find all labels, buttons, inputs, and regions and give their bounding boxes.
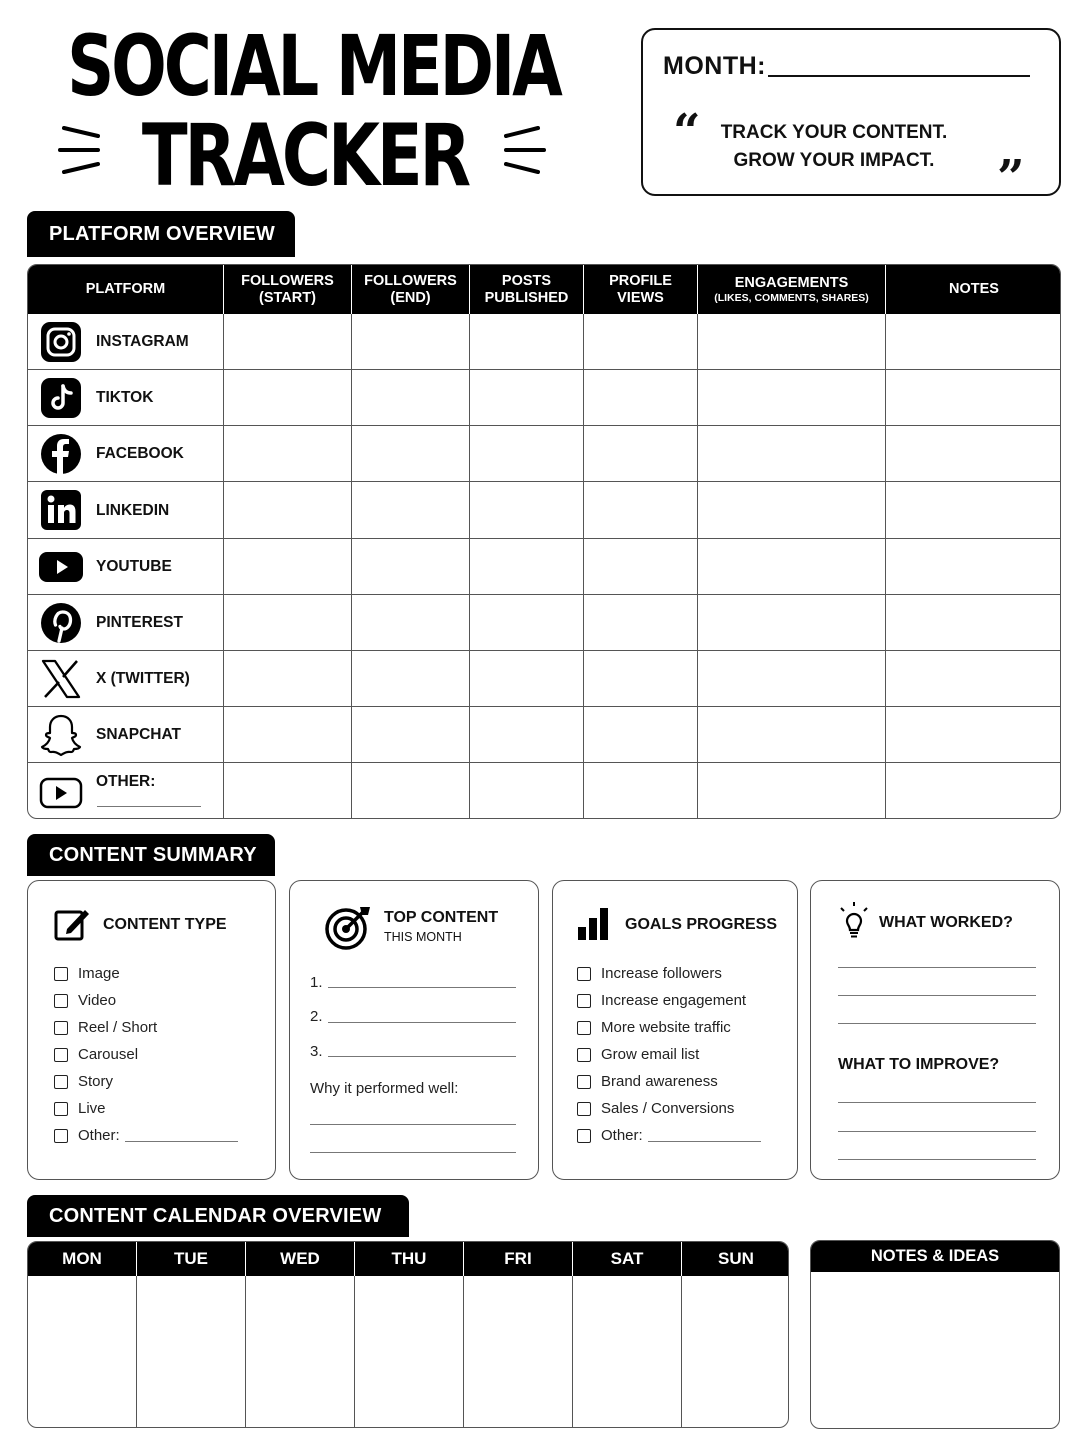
- checkbox-brand-awareness[interactable]: Brand awareness: [577, 1073, 718, 1090]
- checkbox-live[interactable]: Live: [54, 1100, 106, 1117]
- col-posts-published: POSTS PUBLISHED: [484, 272, 569, 306]
- col-profile-views: PROFILE VIEWS: [609, 272, 672, 306]
- month-box: [641, 28, 1061, 206]
- month-label: MONTH:: [663, 52, 766, 80]
- day-thu: THU: [391, 1249, 427, 1268]
- checkbox-sales-conversions[interactable]: Sales / Conversions: [577, 1100, 734, 1117]
- platform-table-header: [28, 265, 1060, 314]
- facebook-icon: [39, 432, 83, 476]
- title-line-2: TRACKER: [141, 106, 469, 206]
- instagram-icon: [39, 320, 83, 364]
- checkbox-image[interactable]: Image: [54, 965, 120, 982]
- tiktok-icon: [39, 376, 83, 420]
- col-followers-start: FOLLOWERS (START): [241, 272, 334, 306]
- edit-icon: [53, 905, 91, 943]
- rank-2-label: 2.: [310, 1008, 323, 1025]
- target-icon: [324, 905, 372, 951]
- table-row-instagram: [28, 314, 1060, 370]
- top-content-card: [289, 880, 539, 1180]
- col-followers-end: FOLLOWERS (END): [364, 272, 457, 306]
- col-engagements: ENGAGEMENTS (LIKES, COMMENTS, SHARES): [714, 274, 869, 304]
- title-line-1: SOCIAL MEDIA: [67, 17, 560, 115]
- platform-name: TIKTOK: [96, 389, 154, 406]
- other-goal-field[interactable]: [648, 1141, 761, 1142]
- table-row-pinterest: [28, 595, 1060, 651]
- calendar-overview-header: CONTENT CALENDAR OVERVIEW: [27, 1195, 409, 1237]
- calendar-cell-sat[interactable]: [681, 1276, 682, 1427]
- pinterest-icon: [39, 601, 83, 645]
- content-type-title: CONTENT TYPE: [103, 916, 227, 933]
- youtube-icon: [39, 545, 83, 589]
- platform-name: YOUTUBE: [96, 558, 172, 575]
- content-summary-header: CONTENT SUMMARY: [27, 834, 275, 876]
- month-field[interactable]: [768, 75, 1030, 77]
- col-notes: NOTES: [949, 281, 999, 297]
- burst-lines-left-icon: [56, 120, 106, 180]
- top-content-subtitle: THIS MONTH: [384, 930, 462, 944]
- improve-line-3[interactable]: [838, 1159, 1036, 1160]
- day-fri: FRI: [504, 1249, 532, 1268]
- platform-name: PINTEREST: [96, 614, 183, 631]
- notes-ideas-title: NOTES & IDEAS: [811, 1241, 1059, 1272]
- checkbox-carousel[interactable]: Carousel: [54, 1046, 138, 1063]
- calendar-grid: [27, 1241, 789, 1428]
- checkbox-other-goal[interactable]: Other:: [577, 1127, 643, 1144]
- checkbox-other[interactable]: Other:: [54, 1127, 120, 1144]
- rank-1-field[interactable]: [328, 987, 516, 988]
- rank-2-field[interactable]: [328, 1022, 516, 1023]
- what-worked-title: WHAT WORKED?: [879, 914, 1013, 931]
- table-row-other: [28, 763, 1060, 819]
- checkbox-website-traffic[interactable]: More website traffic: [577, 1019, 731, 1036]
- platform-name: FACEBOOK: [96, 445, 184, 462]
- what-to-improve-title: WHAT TO IMPROVE?: [838, 1056, 1000, 1073]
- other-platform-field[interactable]: [97, 806, 201, 807]
- worked-line-3[interactable]: [838, 1023, 1036, 1024]
- rank-3-field[interactable]: [328, 1056, 516, 1057]
- checkbox-email-list[interactable]: Grow email list: [577, 1046, 699, 1063]
- burst-lines-right-icon: [498, 120, 548, 180]
- why-performed-label: Why it performed well:: [310, 1080, 459, 1097]
- improve-line-2[interactable]: [838, 1131, 1036, 1132]
- rank-1-label: 1.: [310, 974, 323, 991]
- platform-overview-header: PLATFORM OVERVIEW: [27, 211, 295, 257]
- table-row-facebook: [28, 426, 1060, 482]
- quote-open-icon: “: [673, 104, 701, 160]
- day-sat: SAT: [610, 1249, 644, 1268]
- table-row-youtube: [28, 539, 1060, 595]
- checkbox-story[interactable]: Story: [54, 1073, 113, 1090]
- day-tue: TUE: [174, 1249, 208, 1268]
- checkbox-reel-short[interactable]: Reel / Short: [54, 1019, 157, 1036]
- table-row-linkedin: [28, 482, 1060, 539]
- checkbox-increase-followers[interactable]: Increase followers: [577, 965, 722, 982]
- tagline-line-2: GROW YOUR IMPACT.: [733, 150, 935, 171]
- checkbox-increase-engagement[interactable]: Increase engagement: [577, 992, 746, 1009]
- calendar-cell-thu[interactable]: [463, 1276, 464, 1427]
- calendar-cell-fri[interactable]: [572, 1276, 573, 1427]
- calendar-cell-tue[interactable]: [245, 1276, 246, 1427]
- calendar-cell-mon[interactable]: [136, 1276, 137, 1427]
- top-content-title: TOP CONTENT: [384, 909, 499, 926]
- why-line-2[interactable]: [310, 1152, 516, 1153]
- quote-close-icon: ”: [997, 150, 1025, 206]
- tagline-line-1: TRACK YOUR CONTENT.: [720, 122, 948, 143]
- worked-line-1[interactable]: [838, 967, 1036, 968]
- table-row-snapchat: [28, 707, 1060, 763]
- platform-name: X (TWITTER): [96, 670, 190, 687]
- other-type-field[interactable]: [125, 1141, 238, 1142]
- platform-name: OTHER:: [96, 773, 156, 790]
- content-type-card: [27, 880, 276, 1180]
- bar-chart-icon: [577, 907, 609, 941]
- linkedin-icon: [39, 488, 83, 532]
- goals-progress-title: GOALS PROGRESS: [625, 916, 778, 933]
- day-wed: WED: [280, 1249, 320, 1268]
- day-mon: MON: [62, 1249, 102, 1268]
- platform-name: INSTAGRAM: [96, 333, 189, 350]
- lightbulb-icon: [837, 901, 871, 941]
- improve-line-1[interactable]: [838, 1102, 1036, 1103]
- platform-table: [27, 264, 1061, 819]
- checkbox-video[interactable]: Video: [54, 992, 116, 1009]
- platform-name: SNAPCHAT: [96, 726, 181, 743]
- platform-name: LINKEDIN: [96, 502, 170, 519]
- col-platform: PLATFORM: [85, 281, 166, 297]
- notes-ideas-box[interactable]: [810, 1240, 1060, 1429]
- calendar-cell-wed[interactable]: [354, 1276, 355, 1427]
- rank-3-label: 3.: [310, 1043, 323, 1060]
- day-sun: SUN: [718, 1249, 754, 1268]
- x-icon: [39, 657, 83, 701]
- snapchat-icon: [39, 713, 83, 757]
- reflection-card: [810, 880, 1060, 1180]
- table-row-tiktok: [28, 370, 1060, 426]
- worked-line-2[interactable]: [838, 995, 1036, 996]
- play-icon: [39, 771, 83, 815]
- table-row-x-twitter: [28, 651, 1060, 707]
- goals-progress-card: [552, 880, 798, 1180]
- why-line-1[interactable]: [310, 1124, 516, 1125]
